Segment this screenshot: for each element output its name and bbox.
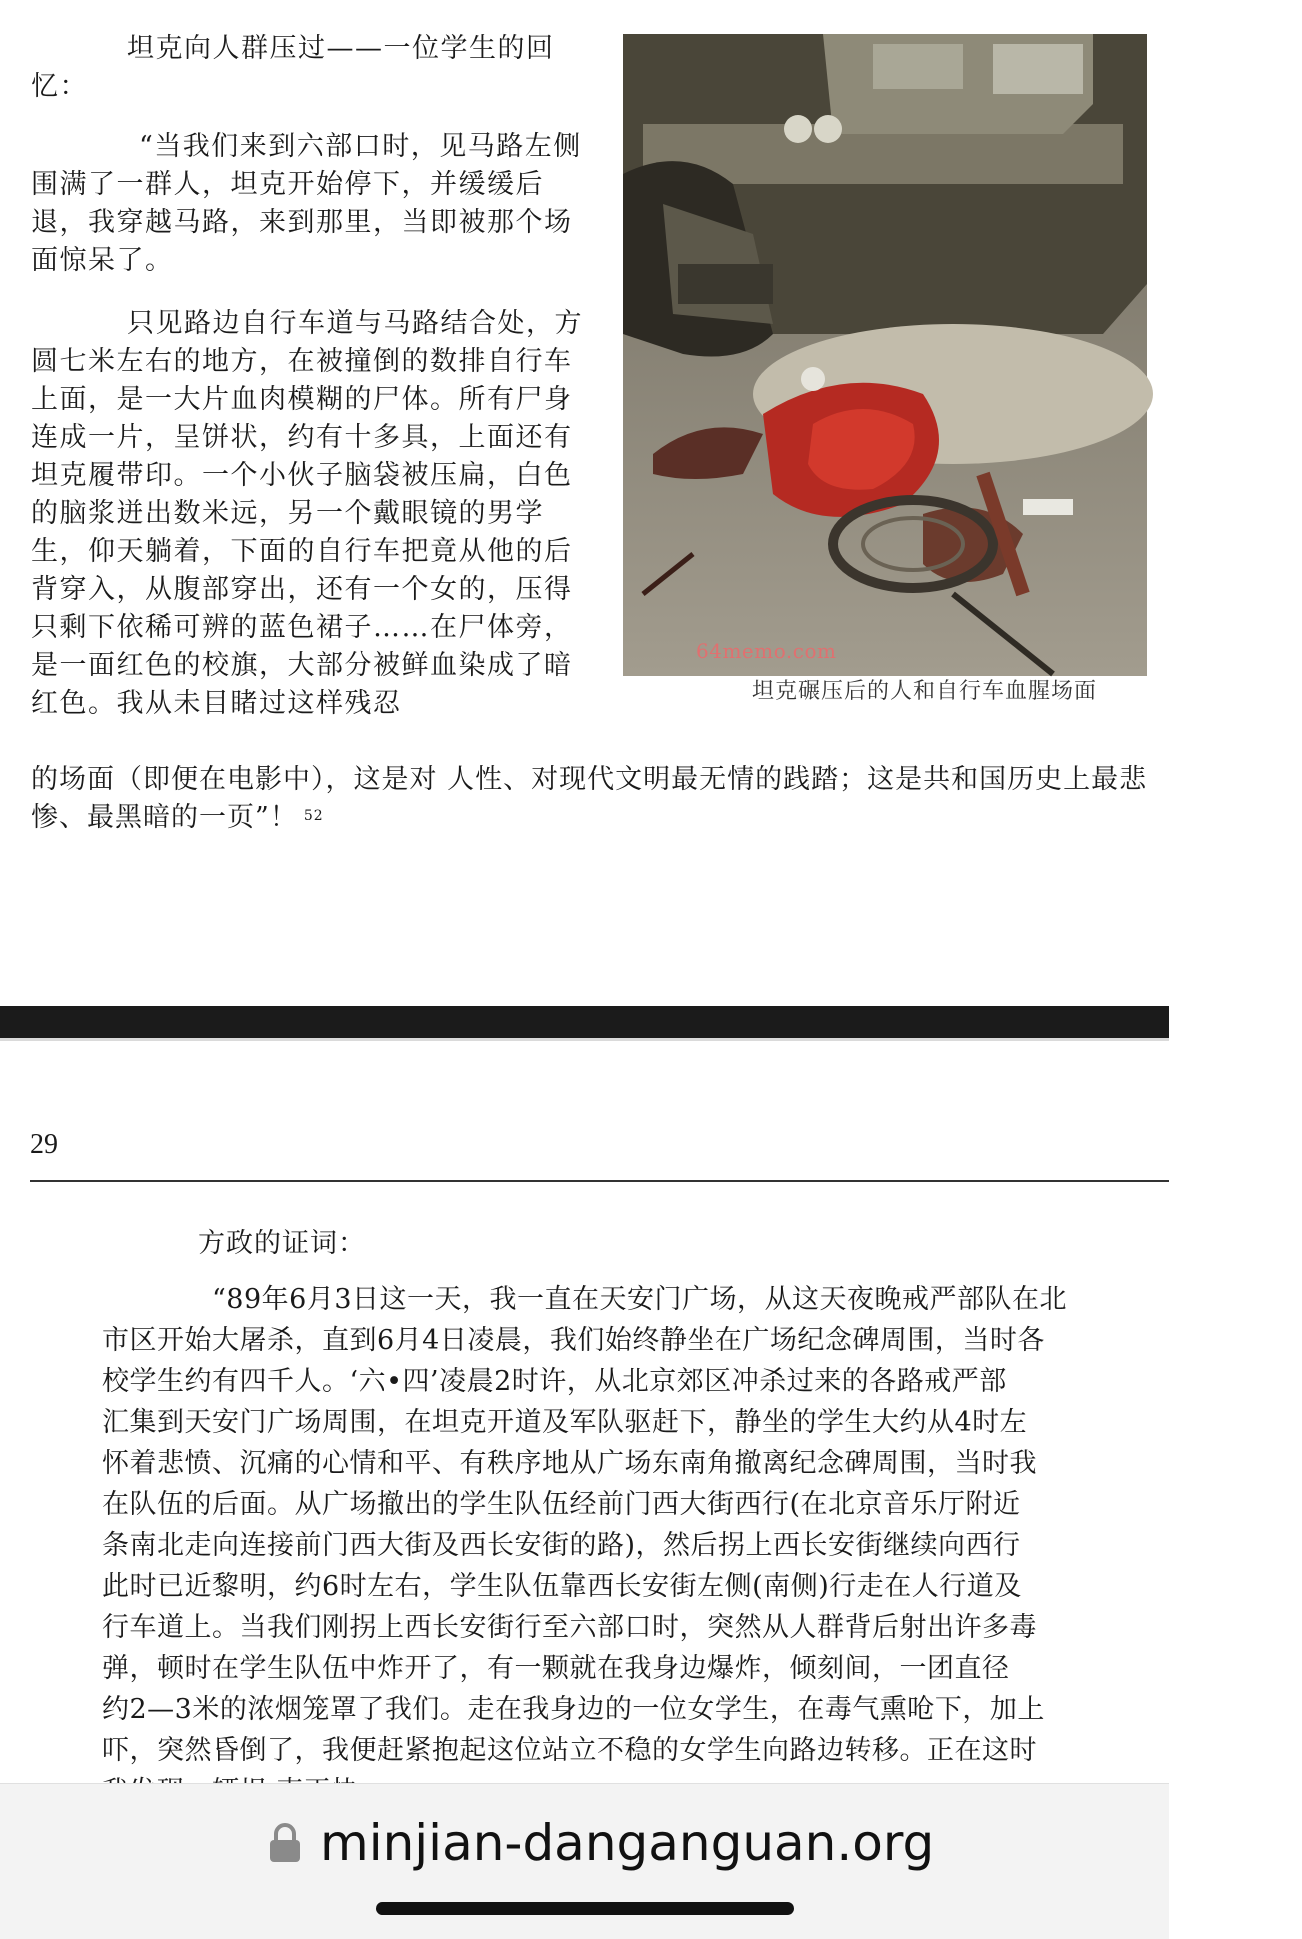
tank-photo: [623, 34, 1147, 676]
photo-watermark: 64memo.com: [696, 639, 837, 663]
tank-photo-illustration: [623, 34, 1147, 676]
header-rule: [30, 1180, 1169, 1182]
document-page-bottom: [0, 1041, 1169, 1783]
home-indicator[interactable]: [376, 1902, 794, 1915]
paragraph-description-continued: [31, 761, 1151, 837]
text-line: 行车道上。当我们刚拐上西长安街行至六部口时，突然从人群背后射出许多毒: [102, 1612, 1037, 1643]
text-line: 条南北走向连接前门西大街及西长安街的路)，然后拐上西长安街继续向西行: [102, 1530, 1021, 1561]
url-text[interactable]: minjian-danganguan.org: [320, 1814, 935, 1872]
text-line: 汇集到天安门广场周围，在坦克开道及军队驱赶下，静坐的学生大约从4时左: [102, 1407, 1028, 1438]
text-line: 约2—3米的浓烟笼罩了我们。走在我身边的一位女学生，在毒气熏呛下，加上: [102, 1694, 1045, 1725]
text-line: 市区开始大屠杀，直到6月4日凌晨，我们始终静坐在广场纪念碑周围，当时各: [102, 1325, 1045, 1356]
paragraph-continued-text: 的场面（即便在电影中），这是对 人性、对现代文明最无情的践踏；这是共和国历史上最悲惨、最黑暗的一页”！: [31, 764, 1148, 833]
document-page-top: [0, 0, 1169, 1006]
text-line: 校学生约有四千人。‘六•四’凌晨2时许，从北京郊区冲杀过来的各路戒严部: [102, 1366, 1007, 1397]
text-line: 怀着悲愤、沉痛的心情和平、有秩序地从广场东南角撤离纪念碑周围，当时我: [102, 1448, 1037, 1479]
section-heading: 方政的证词：: [198, 1228, 366, 1259]
paragraph-description: 只见路边自行车道与马路结合处，方圆七米左右的地方，在被撞倒的数排自行车上面，是一大片血肉模糊的尸体。所有尸身连成一片，呈饼状，约有十多具，上面还有坦克履带印。一个小伙子脑袋被压扁，白色的脑浆迸出数米远，另一个戴眼镜的男学生，仰天躺着，下面的自行车把竟从他的后背穿入，从腹部穿出，还有一个女的，压得只剩下依稀可辨的蓝色裙子……在尸体旁，是一面红色的校旗，大部分被鲜血染成了暗红色。我从未目睹过这样残忍: [31, 308, 583, 719]
footnote-marker: 52: [303, 808, 324, 824]
testimony-text: [102, 1279, 1302, 1812]
browser-address-bar[interactable]: [0, 1783, 1169, 1939]
text-line: 在队伍的后面。从广场撤出的学生队伍经前门西大街西行(在北京音乐厅附近: [102, 1489, 1021, 1520]
photo-caption: 坦克碾压后的人和自行车血腥场面: [752, 679, 1098, 704]
page-divider: [0, 1006, 1169, 1038]
text-line: 此时已近黎明，约6时左右，学生队伍靠西长安街左侧(南侧)行走在人行道及: [102, 1571, 1022, 1602]
paragraph-intro: 坦克向人群压过——一位学生的回忆：: [31, 33, 555, 102]
text-line: 弹，顿时在学生队伍中炸开了，有一颗就在我身边爆炸，倾刻间，一团直径: [102, 1653, 1010, 1684]
text-line: “89年6月3日这一天，我一直在天安门广场，从这天夜晚戒严部队在北: [212, 1284, 1068, 1315]
text-line: 吓，突然昏倒了，我便赶紧抱起这位站立不稳的女学生向路边转移。正在这时: [102, 1735, 1037, 1766]
page-number: 29: [30, 1129, 58, 1160]
lock-icon: [268, 1822, 302, 1864]
paragraph-quote-start: “当我们来到六部口时，见马路左侧围满了一群人，坦克开始停下，并缓缓后退，我穿越马路，来到那里，当即被那个场面惊呆了。: [31, 131, 582, 276]
